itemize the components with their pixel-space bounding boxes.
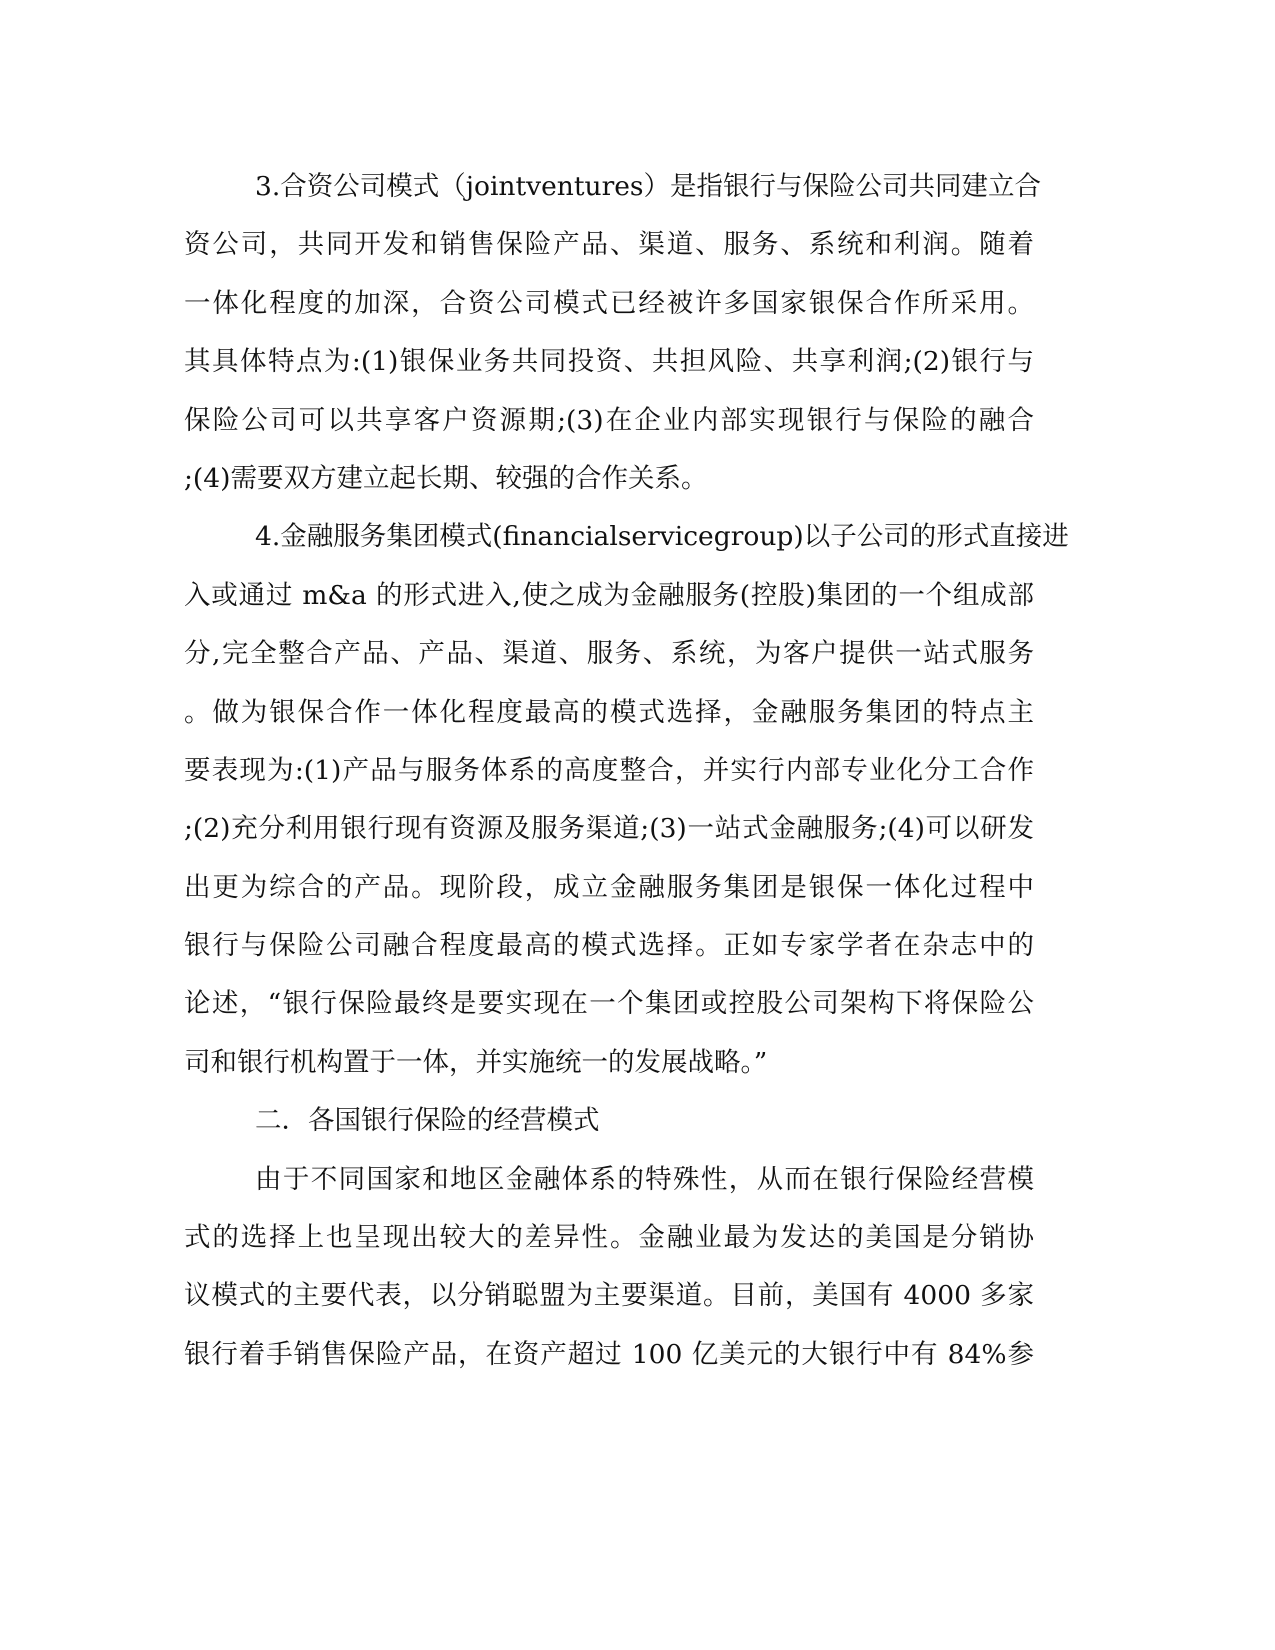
text-line: 论述，“银行保险最终是要实现在一个集团或控股公司架构下将保险公: [184, 988, 1034, 1020]
text-line: 其具体特点为:(1)银保业务共同投资、共担风险、共享利润;(2)银行与: [184, 346, 1034, 378]
text-line: 议模式的主要代表，以分销聪盟为主要渠道。目前，美国有 4000 多家: [184, 1280, 1034, 1312]
text-line: 银行着手销售保险产品，在资产超过 100 亿美元的大银行中有 84%参: [184, 1338, 1034, 1370]
document-body: [184, 158, 1069, 1384]
text-line: 入或通过 m&a 的形式进入,使之成为金融服务(控股)集团的一个组成部: [184, 579, 1034, 611]
text-line: 出更为综合的产品。现阶段，成立金融服务集团是银保一体化过程中: [184, 871, 1034, 903]
section-heading: 二．各国银行保险的经营模式: [255, 1105, 600, 1137]
text-line: 分,完全整合产品、产品、渠道、服务、系统，为客户提供一站式服务: [184, 638, 1034, 670]
text-line: 要表现为:(1)产品与服务体系的高度整合，并实行内部专业化分工合作: [184, 754, 1034, 786]
text-line: 4.金融服务集团模式(financialservicegroup)以子公司的形式直接进: [255, 521, 1069, 553]
text-line: 。做为银保合作一体化程度最高的模式选择，金融服务集团的特点主: [184, 696, 1034, 728]
text-line: 资公司，共同开发和销售保险产品、渠道、服务、系统和利润。随着: [184, 229, 1034, 261]
text-line: 保险公司可以共享客户资源期;(3)在企业内部实现银行与保险的融合: [184, 404, 1034, 436]
text-line: 一体化程度的加深，合资公司模式已经被许多国家银保合作所采用。: [184, 287, 1034, 319]
text-line: 3.合资公司模式（jointventures）是指银行与保险公司共同建立合: [255, 171, 1042, 202]
text-line: ;(4)需要双方建立起长期、较强的合作关系。: [184, 462, 708, 494]
text-line: 由于不同国家和地区金融体系的特殊性，从而在银行保险经营模: [255, 1163, 1034, 1195]
text-line: 司和银行机构置于一体，并实施统一的发展战略。”: [184, 1046, 768, 1078]
text-line: 银行与保险公司融合程度最高的模式选择。正如专家学者在杂志中的: [184, 930, 1034, 962]
text-line: 式的选择上也呈现出较大的差异性。金融业最为发达的美国是分销协: [184, 1222, 1034, 1254]
text-line: ;(2)充分利用银行现有资源及服务渠道;(3)一站式金融服务;(4)可以研发: [184, 813, 1034, 845]
